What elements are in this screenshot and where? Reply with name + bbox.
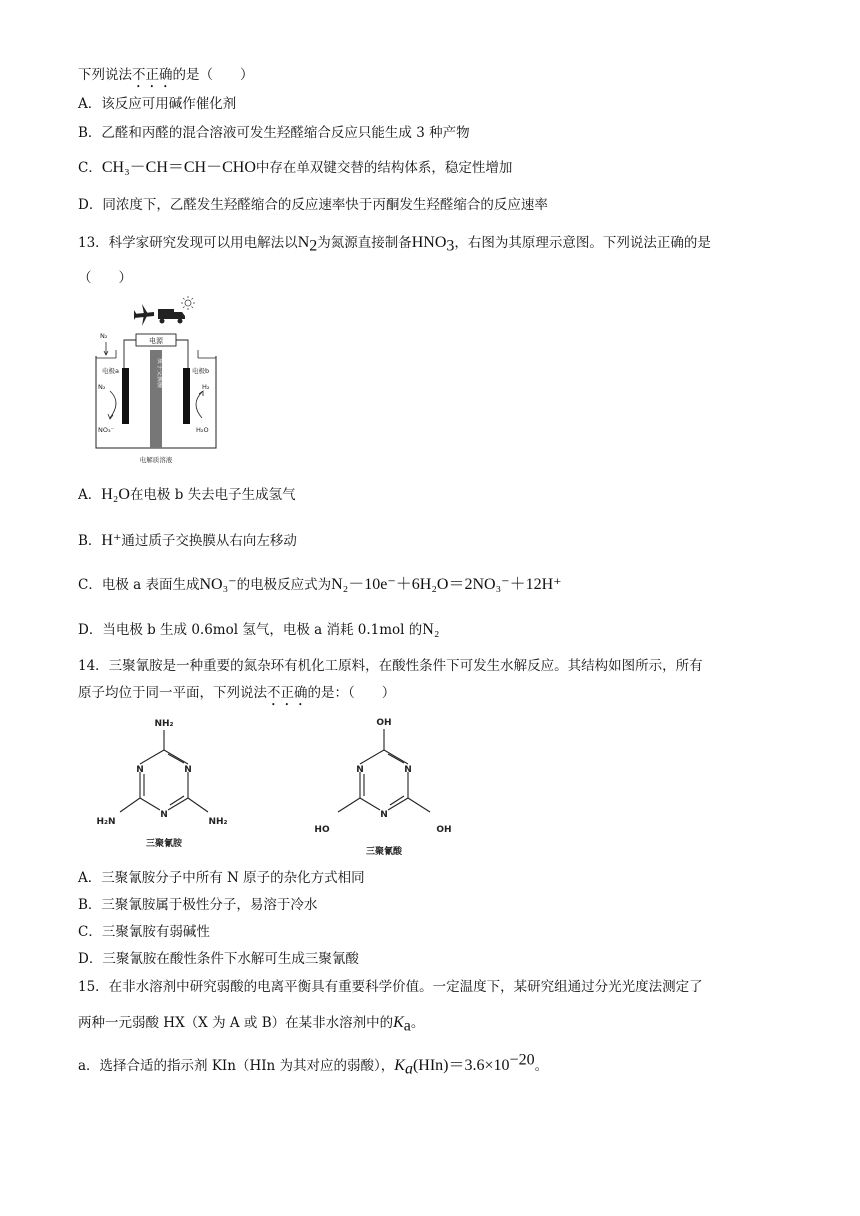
q14-stem-line2	[78, 683, 395, 709]
electrode-b	[183, 368, 190, 424]
q13-option-c-text2: 的电极反应式为	[236, 577, 332, 593]
membrane-label: 质子交换膜	[156, 358, 163, 389]
q14-option-d: D．三聚氰胺在酸性条件下水解可生成三聚氰酸	[78, 951, 359, 967]
q12-option-c-formula: CH₃－CH＝CH－CHO	[101, 159, 256, 176]
q12-stem-paren: 的是（ ）	[172, 67, 254, 83]
q15-line-a-end: 。	[534, 1058, 549, 1074]
melamine-n-right: N	[184, 765, 192, 775]
q13-stem-part3: ，右图为其原理示意图。下列说法正确的是	[454, 235, 711, 251]
cyanuric-right-oh: OH	[436, 825, 452, 835]
q12-stem-emphasis: 不正确	[132, 67, 173, 83]
n2-left-label: N₂	[98, 383, 106, 391]
q13-option-c-ion: NO₃⁻	[199, 576, 237, 593]
q15-line-a-ksub: a	[404, 1060, 413, 1078]
q14-stem-emphasis: 不正确	[267, 685, 308, 701]
q12-option-c-text: 中存在单双键交替的结构体系，稳定性增加	[255, 160, 513, 176]
cyanuric-n-bottom: N	[380, 810, 388, 820]
cyanuric-ring	[360, 750, 408, 810]
electrolysis-diagram	[92, 292, 224, 468]
sun-icon	[181, 296, 195, 310]
q15-ka-subscript: a	[403, 1017, 411, 1035]
q12-option-c	[78, 158, 512, 178]
q15-stem-line1: 15．在非水溶剂中研究弱酸的电离平衡具有重要科学价值。一定温度下，某研究组通过分光光度法测定了	[78, 979, 703, 995]
q14-stem-line1: 14．三聚氰胺是一种重要的氮杂环有机化工原料，在酸性条件下可发生水解反应。其结构如图所示，所有	[78, 658, 703, 674]
no3-left-label: NO₃⁻	[98, 426, 115, 434]
q13-option-a-text: 在电极 b 失去电子生成氢气	[129, 487, 296, 503]
q12-stem-text: 下列说法	[78, 67, 132, 83]
q15-line-a-exponent: −20	[509, 1051, 535, 1069]
q13-stem-paren: （ ）	[78, 270, 132, 286]
melamine-n-bottom: N	[160, 810, 168, 820]
q15-stem-end: 。	[410, 1015, 425, 1031]
cyanuric-top-oh: OH	[376, 718, 392, 728]
q15-line-a	[78, 1051, 549, 1078]
melamine-top-nh2: NH₂	[154, 719, 174, 729]
cyanuric-acid-structure	[302, 712, 472, 864]
q15-line-a-text: a．选择合适的指示剂 KIn（HIn 为其对应的弱酸），	[78, 1058, 395, 1074]
wire-right	[176, 340, 188, 368]
q13-option-d-formula: N₂	[422, 621, 440, 638]
q12-option-b: B．乙醛和丙醛的混合溶液可发生羟醛缩合反应只能生成 3 种产物	[78, 125, 470, 141]
q12-stem	[78, 65, 254, 91]
q13-formula-n2-sub: 2	[309, 237, 318, 255]
q13-option-a-formula: H₂O	[101, 486, 130, 503]
q13-stem-part1: 13．科学家研究发现可以用电解法以	[78, 235, 298, 251]
melamine-n-left: N	[136, 765, 144, 775]
q13-option-c	[78, 575, 562, 595]
q14-option-b: B．三聚氰胺属于极性分子，易溶于冷水	[78, 897, 318, 913]
melamine-structure	[84, 714, 244, 864]
power-supply-label: 电源	[149, 337, 163, 345]
electrolyte-label: 电解质溶液	[139, 456, 173, 464]
q13-option-d	[78, 620, 439, 640]
melamine-right-nh2: NH₂	[208, 817, 228, 827]
q14-option-c: C．三聚氰胺有弱碱性	[78, 924, 210, 940]
q13-formula-hno3-sub: 3	[446, 237, 455, 255]
q15-ka-symbol: K	[393, 1014, 404, 1031]
q13-option-c-equation: N₂－10e⁻＋6H₂O＝2NO₃⁻＋12H⁺	[331, 576, 562, 593]
q13-formula-hno3: HNO	[411, 234, 447, 251]
n2-inlet-label: N₂	[100, 332, 108, 340]
q13-option-b-text: 通过质子交换膜从右向左移动	[121, 533, 297, 549]
q14-stem-paren: 的是：（ ）	[307, 685, 396, 701]
q13-option-d-text: D．当电极 b 生成 0.6mol 氢气，电极 a 消耗 0.1mol 的	[78, 622, 423, 638]
q13-option-b	[78, 531, 297, 551]
cyanuric-n-right: N	[404, 765, 412, 775]
melamine-caption: 三聚氰胺	[145, 839, 183, 849]
melamine-ring	[140, 750, 188, 810]
q13-formula-n2: N	[297, 234, 310, 251]
cyanuric-n-left: N	[356, 765, 364, 775]
q14-option-a: A．三聚氰胺分子中所有 N 原子的杂化方式相同	[78, 870, 365, 886]
q13-stem	[78, 233, 711, 253]
q15-stem-text: 两种一元弱酸 HX（X 为 A 或 B）在某非水溶剂中的	[78, 1015, 394, 1031]
cyanuric-caption: 三聚氰酸	[365, 847, 403, 857]
q15-line-a-equation: (HIn)＝3.6×10	[412, 1057, 510, 1074]
airplane-icon	[134, 304, 154, 326]
q14-stem-text: 原子均位于同一平面，下列说法	[78, 685, 267, 701]
q15-line-a-k: K	[394, 1057, 405, 1074]
q13-option-b-formula: H⁺	[101, 532, 122, 549]
q13-option-a	[78, 485, 296, 505]
q15-stem-line2	[78, 1013, 424, 1033]
truck-icon	[158, 309, 185, 324]
q13-stem-part2: 为氮源直接制备	[317, 235, 412, 251]
q13-option-c-text1: C．电极 a 表面生成	[78, 577, 200, 593]
q12-option-a: A．该反应可用碱作催化剂	[78, 96, 237, 112]
wire-left	[124, 340, 136, 368]
left-reaction-arrow	[110, 391, 116, 418]
h2o-right-label: H₂O	[196, 426, 209, 434]
electrode-a	[122, 368, 129, 424]
right-reaction-arrow	[196, 392, 202, 418]
electrode-a-label: 电极a	[102, 367, 119, 375]
melamine-left-h2n: H₂N	[96, 817, 116, 827]
q13-option-a-label: A．	[78, 487, 102, 503]
electrode-b-label: 电极b	[192, 367, 210, 375]
q12-option-d: D．同浓度下，乙醛发生羟醛缩合的反应速率快于丙酮发生羟醛缩合的反应速率	[78, 197, 548, 213]
h2-right-label: H₂	[202, 383, 210, 391]
cyanuric-left-ho: HO	[314, 825, 330, 835]
q13-option-b-label: B．	[78, 533, 102, 549]
q12-option-c-label: C．	[78, 160, 102, 176]
